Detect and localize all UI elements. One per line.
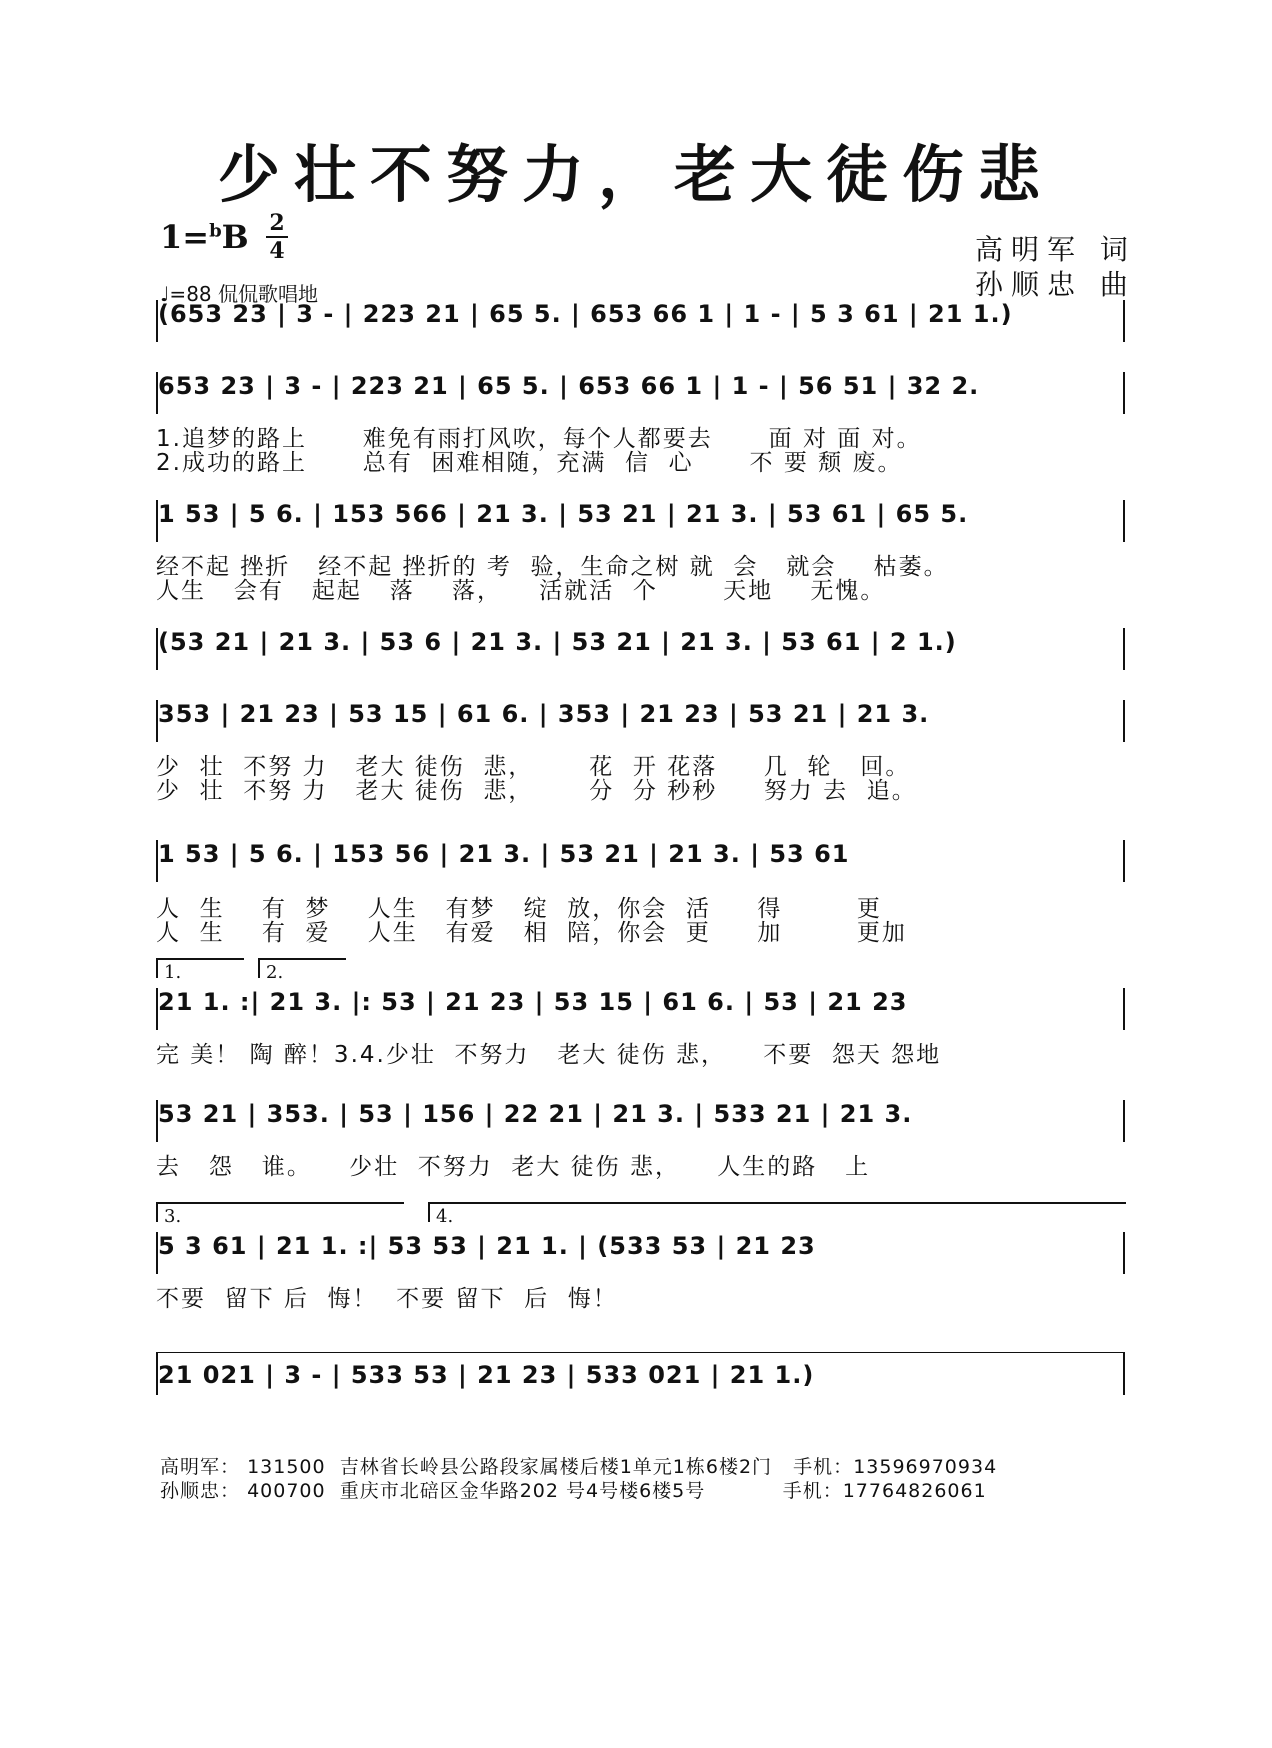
key-note: B — [221, 218, 249, 256]
key-prefix: 1= — [160, 218, 210, 256]
meter-top: 2 — [269, 210, 285, 236]
stave-row-3 — [156, 500, 1125, 542]
footer-phone-label: 手机： — [782, 1480, 843, 1502]
lyric-row-6-verse-1: 人 生 有 梦 人生 有梦 绽 放，你会 活 得 更 — [156, 896, 882, 922]
footer-name: 孙顺忠： — [160, 1480, 241, 1502]
notes-row-1: (653 23 | 3 - | 223 21 | 65 5. | 653 66 1 | 1 - | 5 3 61 | 21 1.) — [158, 300, 1013, 328]
footer-line-1 — [160, 1452, 997, 1479]
notes-row-4: (53 21 | 21 3. | 53 6 | 21 3. | 53 21 | 21 3. | 53 61 | 2 1.) — [158, 628, 957, 656]
footer-phone: 17764826061 — [842, 1480, 987, 1502]
footer-name: 高明军： — [160, 1456, 241, 1478]
footer-postcode: 400700 — [247, 1480, 326, 1502]
tempo-marking: ♩=88 侃侃歌唱地 — [160, 282, 318, 306]
flat-sign: b — [209, 220, 222, 242]
lyric-row-2-verse-1: 1.追梦的路上 难免有雨打风吹，每个人都要去 面 对 面 对。 — [156, 426, 922, 452]
stave-row-10 — [156, 1352, 1125, 1395]
volta-1: 1. — [156, 958, 244, 978]
notes-row-6: 1 53 | 5 6. | 153 56 | 21 3. | 53 21 | 21 3. | 53 61 — [158, 840, 850, 868]
key-signature — [160, 218, 249, 256]
footer-postcode: 131500 — [247, 1456, 326, 1478]
stave-row-1 — [156, 300, 1125, 342]
lyric-row-7: 完 美！ 陶 醉！3.4.少壮 不努力 老大 徒伤 悲， 不要 怨天 怨地 — [156, 1042, 942, 1068]
stave-row-5 — [156, 700, 1125, 742]
time-signature — [266, 212, 288, 262]
lyric-row-9: 不要 留下 后 悔！ 不要 留下 后 悔！ — [156, 1286, 618, 1312]
lyric-row-2-verse-2: 2.成功的路上 总有 困难相随，充满 信 心 不 要 颓 废。 — [156, 450, 903, 476]
lyric-row-3-verse-1: 经不起 挫折 经不起 挫折的 考 验，生命之树 就 会 就会 枯萎。 — [156, 554, 949, 580]
lyric-row-5-verse-1: 少 壮 不努 力 老大 徒伤 悲， 花 开 花落 几 轮 回。 — [156, 754, 911, 780]
stave-row-7 — [156, 988, 1125, 1030]
footer-address: 吉林省长岭县公路段家属楼后楼1单元1栋6楼2门 — [339, 1456, 773, 1478]
volta-3: 3. — [156, 1202, 404, 1222]
meter-bottom: 4 — [269, 238, 285, 264]
stave-row-2 — [156, 372, 1125, 414]
lyricist-credit: 高明军 词 — [975, 233, 1136, 266]
stave-row-9 — [156, 1232, 1125, 1274]
stave-row-6 — [156, 840, 1125, 882]
stave-row-4 — [156, 628, 1125, 670]
notes-row-7: 21 1. :| 21 3. |: 53 | 21 23 | 53 15 | 61 6. | 53 | 21 23 — [158, 988, 908, 1016]
footer-line-2 — [160, 1476, 987, 1503]
lyric-row-3-verse-2: 人生 会有 起起 落 落， 活就活 个 天地 无愧。 — [156, 578, 886, 604]
stave-row-8 — [156, 1100, 1125, 1142]
volta-4: 4. — [428, 1202, 1126, 1222]
footer-phone: 13596970934 — [853, 1456, 998, 1478]
notes-row-10: 21 021 | 3 - | 533 53 | 21 23 | 533 021 | 21 1.) — [158, 1361, 815, 1389]
notes-row-2: 653 23 | 3 - | 223 21 | 65 5. | 653 66 1 | 1 - | 56 51 | 32 2. — [158, 372, 980, 400]
notes-row-5: 353 | 21 23 | 53 15 | 61 6. | 353 | 21 23 | 53 21 | 21 3. — [158, 700, 930, 728]
lyric-row-5-verse-2: 少 壮 不努 力 老大 徒伤 悲， 分 分 秒秒 努力 去 追。 — [156, 778, 917, 804]
footer-phone-label: 手机： — [793, 1456, 854, 1478]
composer-credit: 孙顺忠 曲 — [975, 268, 1136, 301]
lyric-row-6-verse-2: 人 生 有 爱 人生 有爱 相 陪，你会 更 加 更加 — [156, 920, 907, 946]
notes-row-9: 5 3 61 | 21 1. :| 53 53 | 21 1. | (533 53 | 21 23 — [158, 1232, 816, 1260]
lyric-row-8: 去 怨 谁。 少壮 不努力 老大 徒伤 悲， 人生的路 上 — [156, 1154, 871, 1180]
notes-row-8: 53 21 | 353. | 53 | 156 | 22 21 | 21 3. | 533 21 | 21 3. — [158, 1100, 913, 1128]
volta-2: 2. — [258, 958, 346, 978]
footer-address: 重庆市北碚区金华路202 号4号楼6楼5号 — [339, 1480, 706, 1502]
notes-row-3: 1 53 | 5 6. | 153 566 | 21 3. | 53 21 | 21 3. | 53 61 | 65 5. — [158, 500, 969, 528]
song-title: 少壮不努力，老大徒伤悲 — [217, 138, 1054, 211]
